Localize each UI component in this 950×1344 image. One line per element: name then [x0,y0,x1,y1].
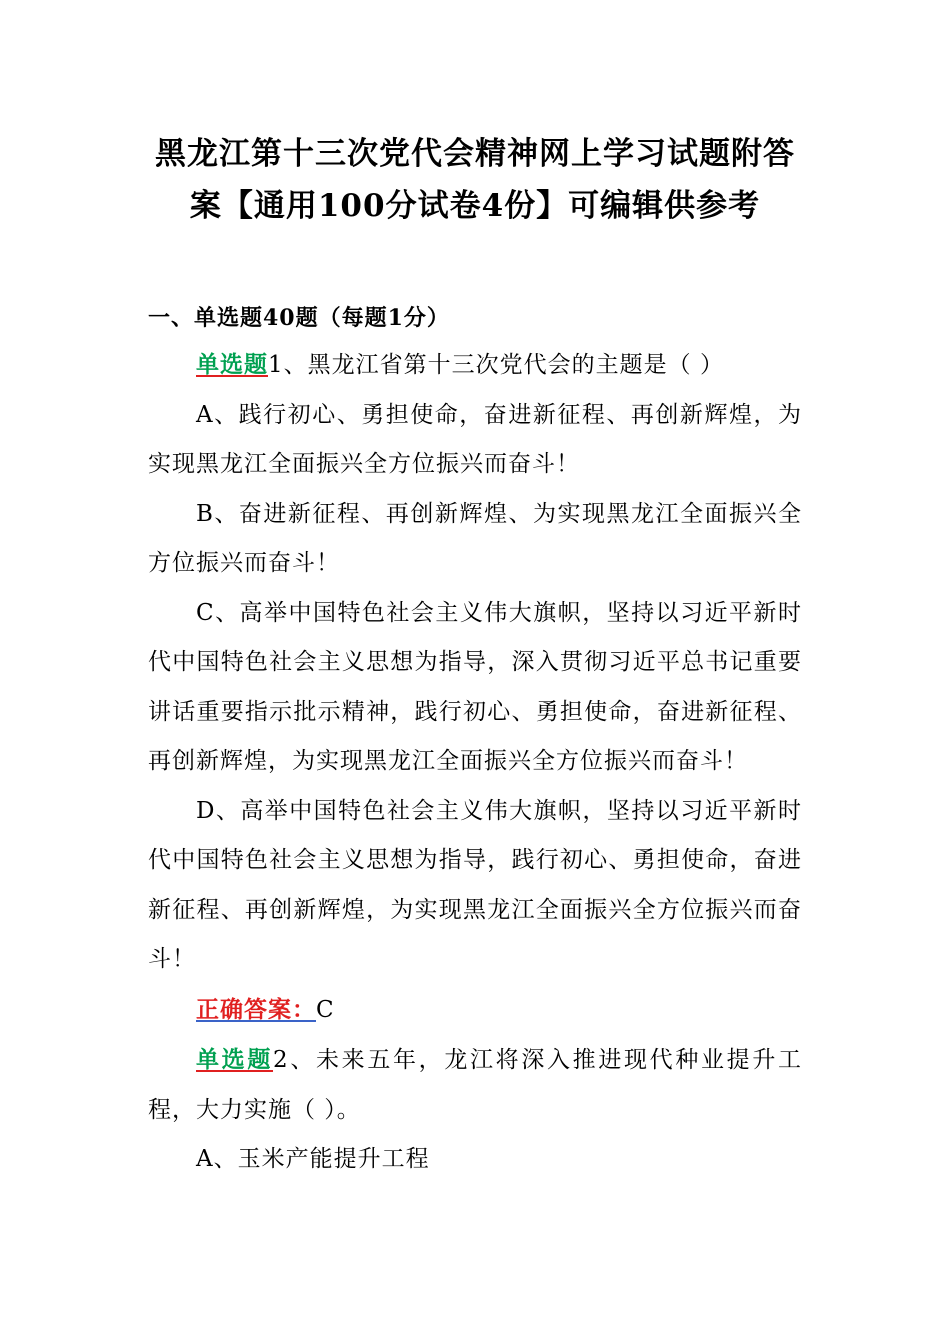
question-1-text: 1、黑龙江省第十三次党代会的主题是（ ） [268,352,724,378]
answer-value: C [316,996,335,1023]
document-title [148,0,802,232]
title-line-1: 黑龙江第十三次党代会精神网上学习试题附答 [155,136,795,172]
question-2-option-a: A、玉米产能提升工程 [196,1146,430,1172]
question-1-option-c: C、高举中国特色社会主义伟大旗帜，坚持以习近平新时代中国特色社会主义思想为指导，深入贯彻习近平总书记重要讲话重要指示批示精神，践行初心、勇担使命，奋进新征程、再创新辉煌，为实现黑龙江全面振兴全方位振兴而奋斗！ [148,599,802,774]
question-2-text: 2、未来五年，龙江将深入推进现代种业提升工程，大力实施（ ）。 [148,1047,803,1123]
question-1-option-b: B、奋进新征程、再创新辉煌、为实现黑龙江全面振兴全方位振兴而奋斗！ [148,500,802,576]
question-1-option-d: D、高举中国特色社会主义伟大旗帜，坚持以习近平新时代中国特色社会主义思想为指导，践行初心、勇担使命，奋进新征程、再创新辉煌，为实现黑龙江全面振兴全方位振兴而奋斗！ [148,797,802,972]
section-heading: 一、单选题40题（每题1分） [148,305,450,331]
question-2-stem [148,1035,802,1135]
question-1-tag: 单选题 [196,351,268,378]
question-2-tag: 单选题 [196,1046,274,1073]
title-line-2: 案【通用100分试卷4份】可编辑供参考 [189,188,761,224]
answer-label: 正确答案： [196,995,316,1023]
question-1-stem [148,340,802,391]
question-1-option-a: A、践行初心、勇担使命，奋进新征程、再创新辉煌，为实现黑龙江全面振兴全方位振兴而奋斗！ [148,401,802,477]
question-1-answer [148,985,802,1036]
